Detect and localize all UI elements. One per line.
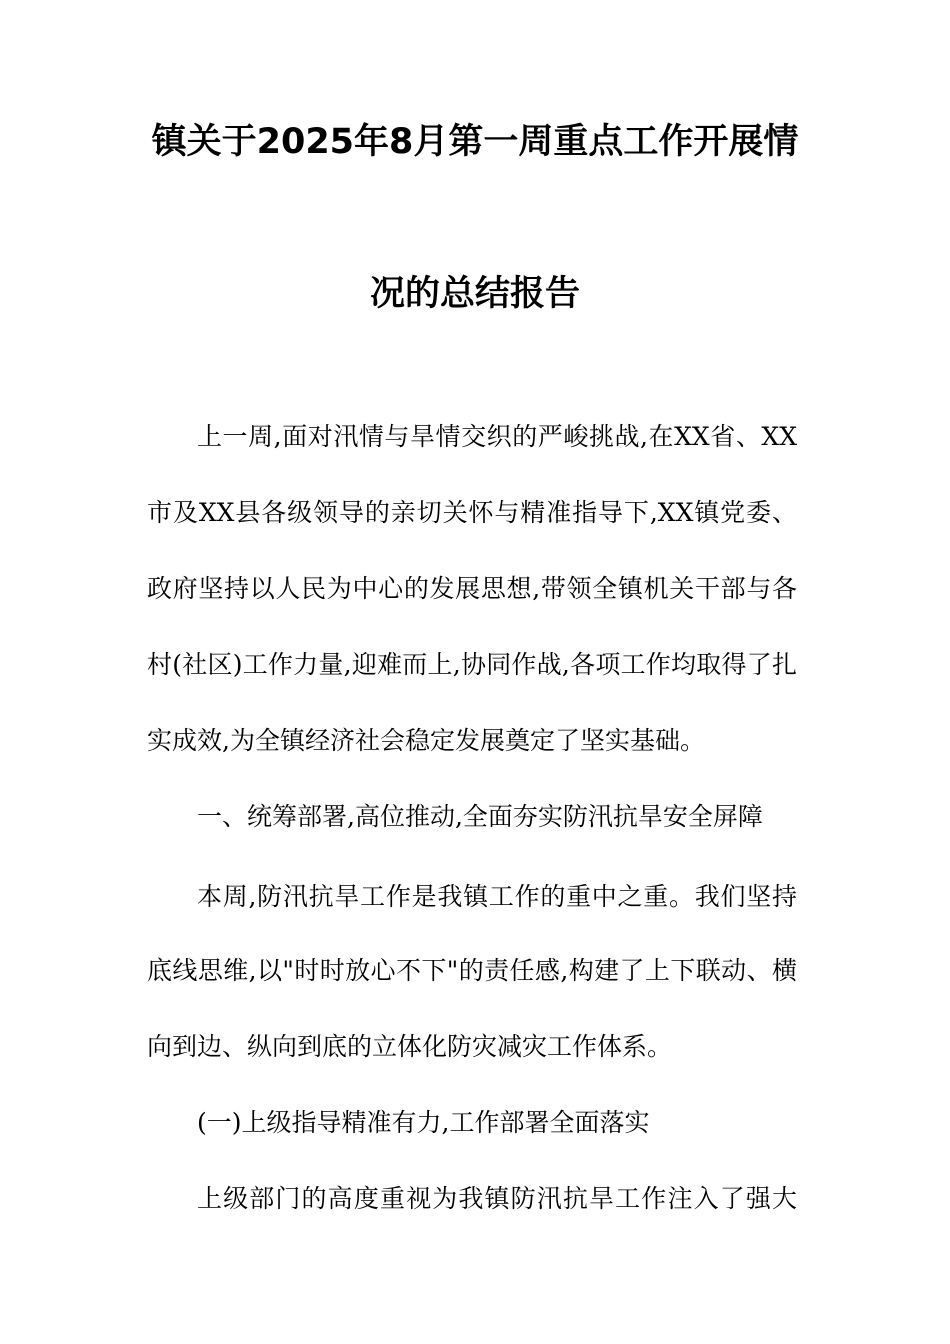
paragraph-2-line-3: 向到边、纵向到底的立体化防灾减灾工作体系。 (147, 1032, 673, 1061)
paragraph-1-line-4: 村(社区)工作力量,迎难而上,协同作战,各项工作均取得了扎 (147, 650, 797, 679)
document-title-line-2: 况的总结报告 (369, 274, 580, 314)
paragraph-1-line-2: 市及XX县各级领导的亲切关怀与精准指导下,XX镇党委、 (147, 498, 797, 527)
paragraph-1-line-3: 政府坚持以人民为中心的发展思想,带领全镇机关干部与各 (147, 574, 797, 603)
paragraph-2-line-2: 底线思维,以"时时放心不下"的责任感,构建了上下联动、横 (147, 956, 797, 985)
paragraph-3-line-1: 上级部门的高度重视为我镇防汛抗旱工作注入了强大 (197, 1184, 797, 1213)
paragraph-1-line-1: 上一周,面对汛情与旱情交织的严峻挑战,在XX省、XX (197, 422, 797, 451)
paragraph-1-line-5: 实成效,为全镇经济社会稳定发展奠定了坚实基础。 (147, 726, 705, 755)
paragraph-2-line-1: 本周,防汛抗旱工作是我镇工作的重中之重。我们坚持 (197, 882, 797, 911)
document-title-line-1: 镇关于2025年8月第一周重点工作开展情 (151, 122, 799, 162)
subsection-heading-1: (一)上级指导精准有力,工作部署全面落实 (197, 1108, 650, 1137)
section-heading-1: 一、统筹部署,高位推动,全面夯实防汛抗旱安全屏障 (197, 802, 763, 831)
